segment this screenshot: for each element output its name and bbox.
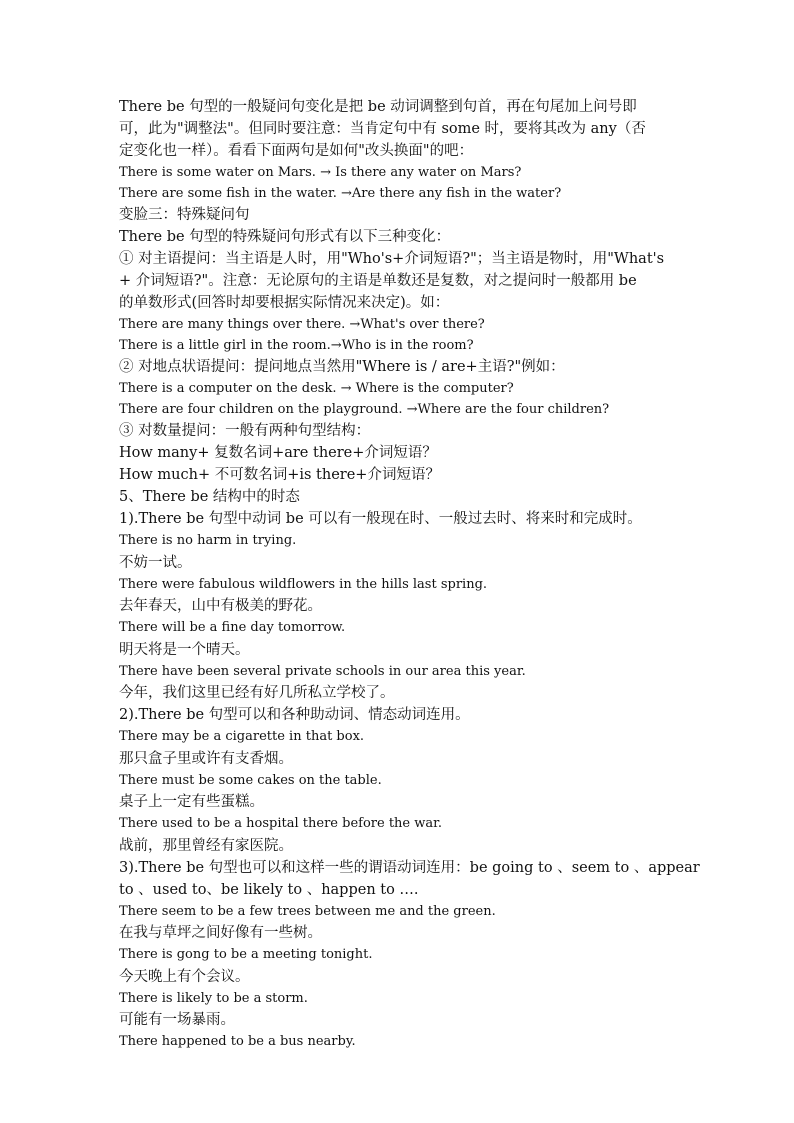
text-line: 可，此为"调整法"。但同时要注意：当肯定句中有 some 时，要将其改为 any（否 — [119, 121, 646, 137]
text-line: There be 句型的特殊疑问句形式有以下三种变化： — [119, 229, 451, 245]
example-sentence: There is some water on Mars. → Is there any water on Mars? — [119, 165, 522, 180]
example-sentence: There are four children on the playground. →Where are the four children? — [119, 401, 610, 417]
text-line: How much+ 不可数名词+is there+介词短语？ — [119, 467, 440, 483]
example-sentence: There are some fish in the water. →Are there any fish in the water? — [119, 185, 562, 201]
text-line: 定变化也一样）。看看下面两句是如何"改头换面"的吧： — [119, 143, 474, 159]
example-sentence: There is a computer on the desk. → Where is the computer? — [119, 381, 514, 396]
text-line: 变脸三：特殊疑问句 — [119, 207, 250, 223]
example-sentence: There seem to be a few trees between me and the green. — [119, 903, 496, 919]
example-sentence: There will be a fine day tomorrow. — [119, 620, 346, 635]
text-line: ② 对地点状语提问：提问地点当然用"Where is / are+主语?"例如： — [119, 359, 565, 375]
text-line: 明天将是一个晴天。 — [119, 641, 250, 658]
text-line: 桌子上一定有些蛋糕。 — [119, 794, 264, 810]
text-line: 今年，我们这里已经有好几所私立学校了。 — [119, 685, 395, 701]
text-line: 3).There be 句型也可以和这样一些的谓语动词连用：be going to 、seem to 、appear — [119, 859, 700, 876]
text-line: 1).There be 句型中动词 be 可以有一般现在时、一般过去时、将来时和完成时。 — [119, 511, 642, 527]
text-line: 战前，那里曾经有家医院。 — [119, 837, 293, 854]
example-sentence: There is a little girl in the room.→Who is in the room? — [119, 337, 474, 353]
example-sentence: There is likely to be a storm. — [119, 990, 308, 1006]
text-line: 今天晚上有个会议。 — [119, 968, 250, 985]
text-line: 在我与草坪之间好像有一些树。 — [119, 925, 322, 941]
example-sentence: There were fabulous wildflowers in the hills last spring. — [119, 576, 488, 592]
text-line: to 、used to、be likely to 、happen to …. — [119, 881, 419, 898]
example-sentence: There happened to be a bus nearby. — [119, 1034, 356, 1049]
example-sentence: There have been several private schools in our area this year. — [119, 663, 526, 679]
text-line: 那只盒子里或许有支香烟。 — [119, 750, 293, 767]
text-line: 不妨一试。 — [119, 554, 192, 571]
text-line: 的单数形式(回答时却要根据实际情况来决定)。如： — [119, 295, 450, 311]
text-line: 去年春天，山中有极美的野花。 — [119, 598, 322, 614]
example-sentence: There used to be a hospital there before the war. — [119, 816, 443, 831]
text-line: How many+ 复数名词+are there+介词短语？ — [119, 445, 437, 461]
example-sentence: There are many things over there. →What's over there? — [119, 317, 485, 332]
example-sentence: There is no harm in trying. — [119, 533, 297, 548]
text-line: 2).There be 句型可以和各种助动词、情态动词连用。 — [119, 707, 470, 723]
text-line: ③ 对数量提问：一般有两种句型结构： — [119, 423, 371, 439]
text-line: There be 句型的一般疑问句变化是把 be 动词调整到句首，再在句尾加上问号即 — [119, 99, 637, 115]
document-body — [119, 96, 700, 1053]
text-line: ① 对主语提问：当主语是人时，用"Who's+介词短语?"；当主语是物时，用"What's — [119, 251, 665, 267]
text-line: 可能有一场暴雨。 — [119, 1012, 235, 1028]
example-sentence: There may be a cigarette in that box. — [119, 729, 365, 744]
text-line: 5、There be 结构中的时态 — [119, 489, 300, 505]
example-sentence: There must be some cakes on the table. — [119, 772, 382, 788]
example-sentence: There is gong to be a meeting tonight. — [119, 947, 373, 962]
text-line: + 介词短语?"。注意：无论原句的主语是单数还是复数，对之提问时一般都用 be — [119, 273, 637, 289]
